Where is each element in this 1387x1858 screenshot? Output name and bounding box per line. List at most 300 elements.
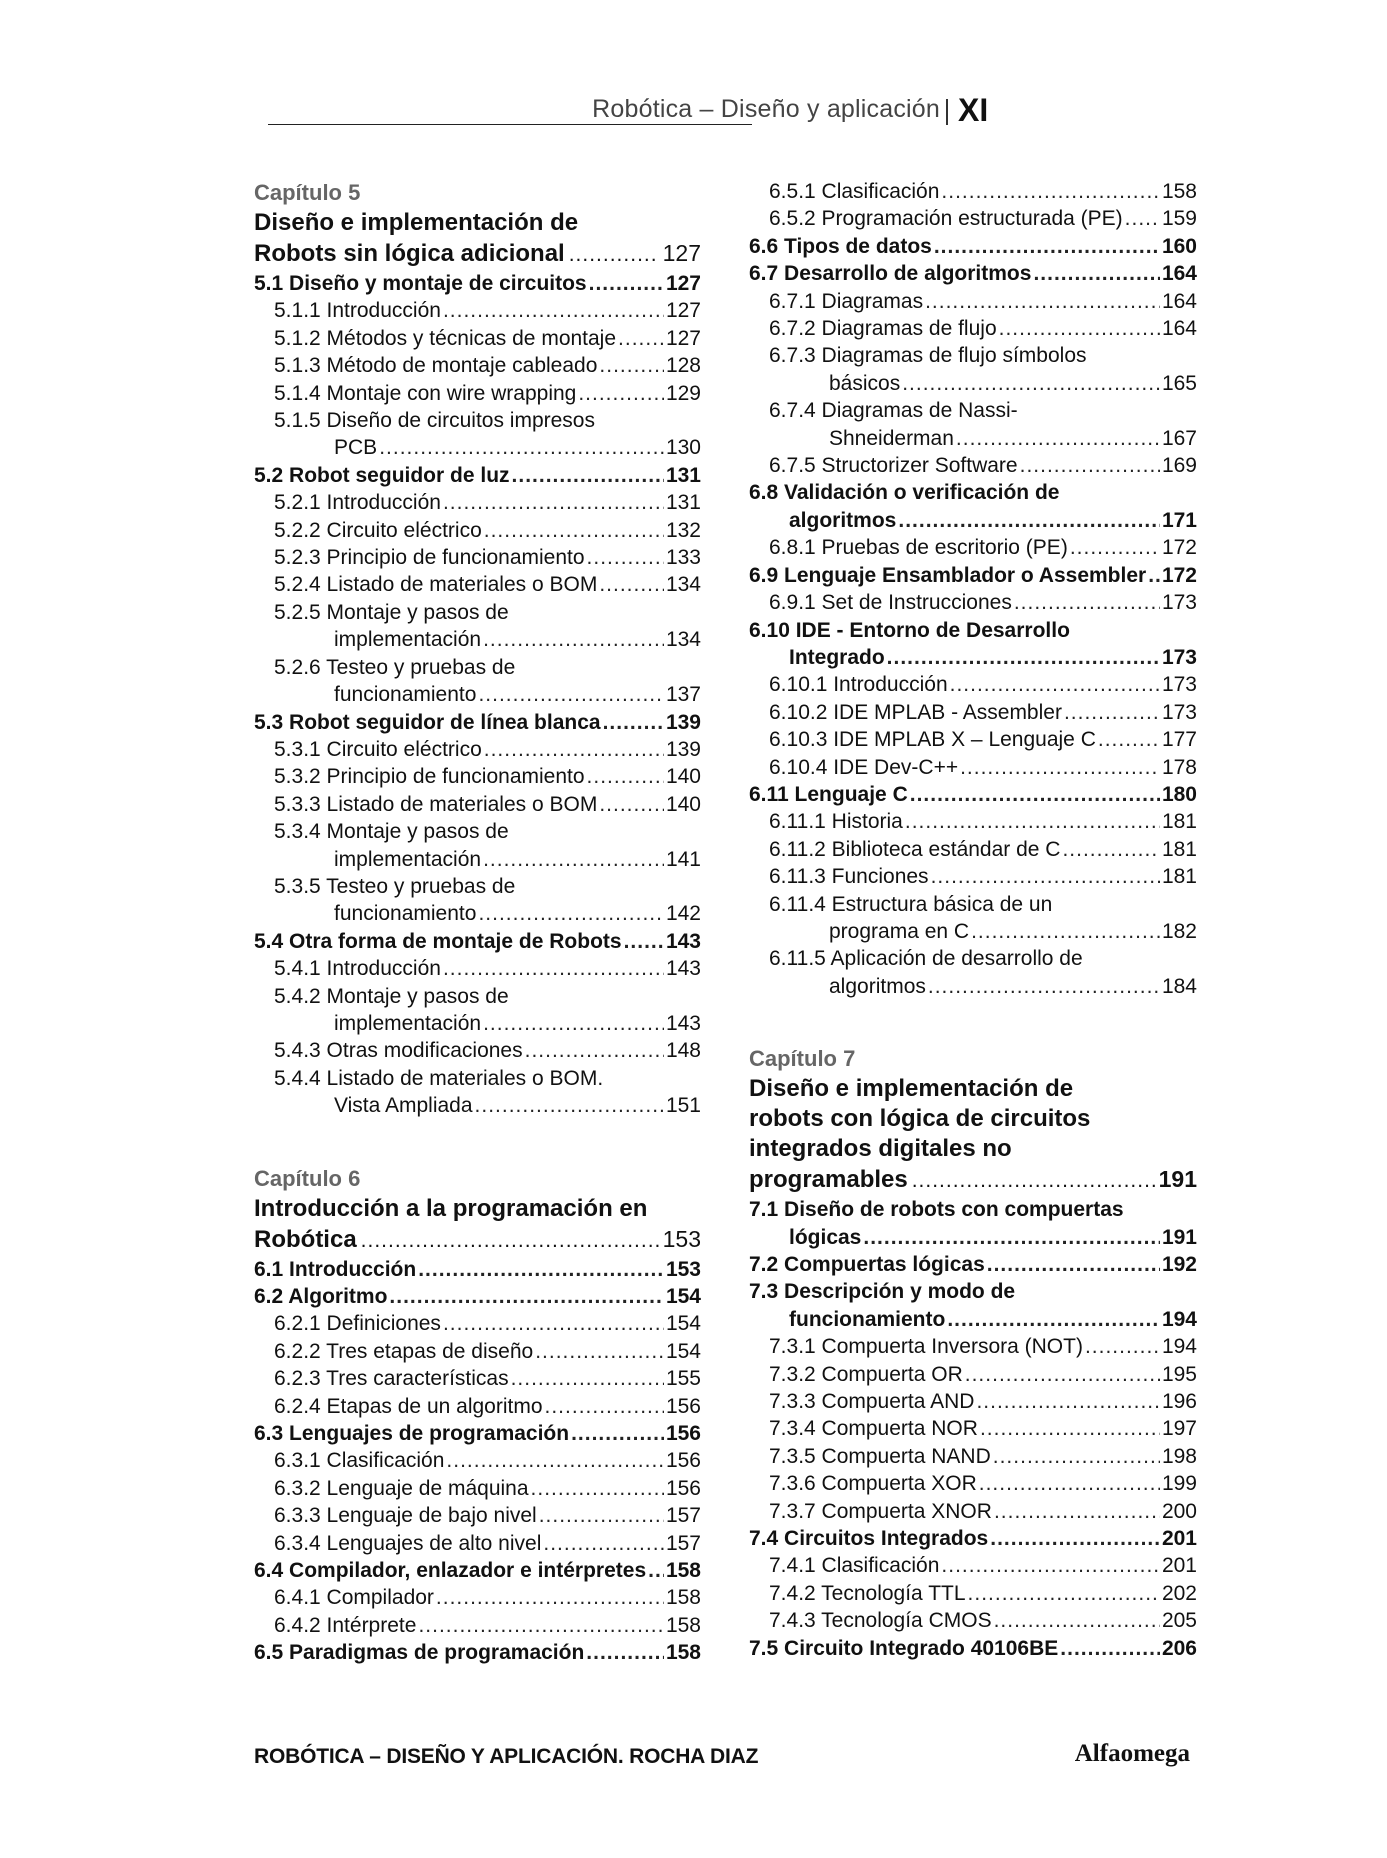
publisher-logo-text: Alfaomega [1074, 1740, 1190, 1767]
chapter-page: 127 [662, 240, 701, 266]
toc-entry[interactable] [749, 233, 1197, 260]
toc-entry-page: 164 [1161, 317, 1197, 341]
toc-entry[interactable] [749, 452, 1197, 479]
toc-entry-text: 6.3 Lenguajes de programación [254, 1422, 570, 1446]
toc-entry[interactable] [749, 918, 1197, 945]
toc-entry-page: 154 [665, 1339, 701, 1363]
toc-entry[interactable] [254, 1557, 701, 1584]
dot-leader [990, 1525, 1160, 1552]
toc-entry-page: 173 [1161, 673, 1197, 697]
toc-entry-text: 7.2 Compuertas lógicas [749, 1253, 985, 1276]
toc-entry[interactable] [254, 626, 701, 653]
toc-entry-text: 5.2.6 Testeo y pruebas de [274, 655, 516, 679]
toc-entry[interactable] [254, 1310, 701, 1337]
toc-entry-page: 206 [1161, 1636, 1197, 1660]
toc-entry-text: 6.10.2 IDE MPLAB - Assembler [769, 700, 1062, 724]
toc-entry-page: 139 [665, 737, 701, 761]
toc-entries-ch5 [254, 270, 701, 1120]
toc-entry[interactable] [254, 681, 701, 708]
toc-entry-page: 131 [665, 463, 701, 487]
toc-entry-text: 6.2.1 Definiciones [274, 1312, 441, 1336]
dot-leader [993, 1443, 1160, 1470]
toc-entry[interactable] [749, 1635, 1197, 1662]
toc-entry[interactable] [254, 1420, 701, 1447]
dot-leader [545, 1393, 664, 1420]
dot-leader [446, 1447, 664, 1474]
toc-entry-text: 5.2.1 Introducción [274, 491, 441, 515]
toc-entry[interactable] [749, 507, 1197, 534]
dot-leader [999, 315, 1160, 342]
toc-entry-text: 6.7.1 Diagramas [769, 289, 924, 313]
toc-entry-continuation: lógicas [789, 1225, 862, 1249]
toc-entry-page: 205 [1161, 1609, 1197, 1633]
toc-entry-text: 7.3.6 Compuerta XOR [769, 1472, 977, 1496]
dot-leader [483, 1010, 664, 1037]
toc-entry-text: 7.4.3 Tecnología CMOS [769, 1609, 992, 1633]
toc-entry-continuation: funcionamiento [789, 1307, 946, 1331]
toc-entry[interactable] [254, 270, 701, 297]
toc-entry[interactable] [254, 1092, 701, 1119]
toc-entry-text: 6.4 Compilador, enlazador e intérpretes [254, 1559, 647, 1583]
dot-leader [418, 1612, 664, 1639]
chapter-title-entry[interactable] [254, 1224, 701, 1256]
dot-leader [648, 1557, 664, 1584]
dot-leader [941, 1552, 1160, 1579]
toc-entry[interactable] [749, 1525, 1197, 1552]
dot-leader [980, 1415, 1160, 1442]
chapter-title-line: programables [749, 1166, 908, 1194]
chapter-page: 153 [662, 1225, 701, 1252]
toc-entry[interactable] [749, 534, 1197, 561]
dot-leader [994, 1498, 1160, 1525]
toc-entry-text: 7.4 Circuitos Integrados [749, 1527, 989, 1551]
toc-entry-continuation: implementación [334, 1011, 482, 1035]
dot-leader [931, 863, 1160, 890]
dot-leader [979, 1470, 1160, 1497]
dot-leader [603, 709, 664, 736]
dot-leader [905, 808, 1160, 835]
dot-leader [965, 1361, 1160, 1388]
dot-leader [599, 352, 664, 379]
dot-leader [1125, 205, 1160, 232]
toc-entry-page: 134 [665, 573, 701, 597]
toc-entry-text: 6.3.4 Lenguajes de alto nivel [274, 1531, 542, 1555]
toc-entries-ch6-cont [749, 178, 1197, 1000]
toc-entry-page: 197 [1161, 1417, 1197, 1441]
toc-entry-text: 6.2.2 Tres etapas de diseño [274, 1339, 534, 1363]
chapter-label: Capítulo 5 [254, 180, 361, 205]
toc-entry-text: 5.4.3 Otras modificaciones [274, 1039, 523, 1063]
toc-entry-page: 182 [1161, 919, 1197, 943]
toc-entry-page: 157 [665, 1531, 701, 1555]
toc-entry-page: 173 [1161, 645, 1197, 669]
toc-entry-page: 160 [1161, 234, 1197, 258]
dot-leader [902, 370, 1160, 397]
toc-entry-page: 154 [665, 1312, 701, 1336]
toc-entry-text: 6.2 Algoritmo [254, 1285, 388, 1308]
chapter-title-entry[interactable] [254, 238, 701, 270]
toc-entry-page: 128 [665, 354, 701, 378]
toc-entry[interactable] [254, 791, 701, 818]
toc-entry[interactable] [749, 671, 1197, 698]
toc-entry-page: 156 [665, 1449, 701, 1473]
toc-entry-page: 165 [1161, 371, 1197, 395]
toc-entry-page: 131 [665, 491, 701, 515]
toc-entry-text: 5.1.1 Introducción [274, 299, 441, 323]
page-number: XI [958, 92, 989, 128]
toc-entry-page: 137 [665, 683, 701, 707]
dot-leader [361, 1226, 659, 1256]
dot-leader [525, 1037, 664, 1064]
toc-entry-page: 143 [665, 957, 701, 981]
dot-leader [1070, 534, 1160, 561]
dot-leader [994, 1607, 1160, 1634]
toc-entry-continuation: Vista Ampliada [334, 1094, 473, 1118]
toc-entry-text: 6.5 Paradigmas de programación [254, 1641, 585, 1665]
toc-entry-text: 6.3.2 Lenguaje de máquina [274, 1476, 529, 1500]
toc-entry[interactable] [749, 1443, 1197, 1470]
running-header-title: Robótica – Diseño y aplicación [592, 95, 940, 123]
toc-entry-page: 194 [1161, 1307, 1197, 1331]
toc-entry[interactable] [749, 863, 1197, 890]
toc-entry[interactable] [254, 325, 701, 352]
toc-entry-text: 6.3.3 Lenguaje de bajo nivel [274, 1504, 537, 1528]
toc-entry-page: 199 [1161, 1472, 1197, 1496]
toc-entry[interactable] [254, 1475, 701, 1502]
toc-entry-text: 6.10.3 IDE MPLAB X – Lenguaje C [769, 728, 1096, 752]
dot-leader [443, 955, 664, 982]
toc-entry-text: 5.4.1 Introducción [274, 957, 441, 981]
toc-entry-page: 151 [665, 1094, 701, 1118]
toc-entry-page: 156 [665, 1422, 701, 1446]
toc-entry-page: 158 [665, 1586, 701, 1610]
toc-entry[interactable] [749, 370, 1197, 397]
toc-entry[interactable] [749, 699, 1197, 726]
dot-leader [539, 1502, 664, 1529]
dot-leader [599, 571, 664, 598]
toc-entry-text: 7.3.2 Compuerta OR [769, 1362, 963, 1386]
toc-entry-text: 5.3 Robot seguidor de línea blanca [254, 710, 601, 734]
dot-leader [418, 1256, 664, 1283]
chapter-title-line: Diseño e implementación de [749, 1075, 1074, 1103]
toc-entry-text: 6.3.1 Clasificación [274, 1449, 445, 1473]
chapter-title-line: Robótica [254, 1225, 357, 1253]
toc-entry-continuation: funcionamiento [334, 683, 477, 707]
dot-leader [968, 1580, 1160, 1607]
toc-entry-page: 130 [665, 436, 701, 460]
toc-entry-page: 139 [665, 710, 701, 734]
toc-entry-page: 164 [1161, 289, 1197, 313]
toc-entry-page: 180 [1161, 782, 1197, 806]
toc-entry[interactable] [749, 836, 1197, 863]
toc-entry[interactable] [749, 1306, 1197, 1333]
dot-leader [379, 434, 664, 461]
toc-entry[interactable] [254, 352, 701, 379]
dot-leader [587, 763, 664, 790]
toc-entry[interactable] [749, 1224, 1197, 1251]
dot-leader [1033, 260, 1160, 287]
toc-entry-text: 5.2.5 Montaje y pasos de [274, 600, 509, 624]
dot-leader [389, 1283, 664, 1310]
toc-entry-page: 148 [665, 1039, 701, 1063]
dot-leader [887, 644, 1160, 671]
toc-entry-text: 5.2.4 Listado de materiales o BOM [274, 573, 598, 597]
toc-entry-text: 7.4.1 Clasificación [769, 1554, 940, 1578]
dot-leader [543, 1530, 664, 1557]
toc-entry[interactable] [254, 709, 701, 736]
toc-entry-text: 6.2.4 Etapas de un algoritmo [274, 1394, 543, 1418]
dot-leader [976, 1388, 1160, 1415]
toc-entries-ch6 [254, 1256, 701, 1667]
toc-entry-page: 133 [665, 546, 701, 570]
toc-entry-page: 156 [665, 1394, 701, 1418]
toc-entry[interactable] [254, 1283, 701, 1310]
toc-entry-continuation: programa en C [829, 919, 970, 943]
chapter-title-line: Introducción a la programación en [254, 1194, 648, 1222]
toc-entry[interactable] [254, 1365, 701, 1392]
toc-entry[interactable] [254, 1502, 701, 1529]
toc-entry-text: 6.5.1 Clasificación [769, 180, 940, 203]
dot-leader [863, 1224, 1160, 1251]
toc-entry-text: 6.7 Desarrollo de algoritmos [749, 262, 1032, 286]
toc-entry[interactable] [749, 1361, 1197, 1388]
dot-leader [443, 489, 664, 516]
dot-leader [512, 462, 664, 489]
toc-entry[interactable] [254, 928, 701, 955]
dot-leader [578, 380, 664, 407]
toc-entry-page: 132 [665, 518, 701, 542]
toc-entry-page: 177 [1161, 728, 1197, 752]
dot-leader [443, 1310, 664, 1337]
toc-entry-continuation: algoritmos [829, 974, 926, 998]
toc-entry[interactable] [749, 315, 1197, 342]
toc-entry-text: 5.2 Robot seguidor de luz [254, 463, 510, 487]
toc-entry-text: 6.7.2 Diagramas de flujo [769, 317, 997, 341]
toc-entry-text: 6.10 IDE - Entorno de Desarrollo [749, 618, 1070, 642]
toc-entry[interactable] [254, 1037, 701, 1064]
toc-entry-page: 194 [1161, 1335, 1197, 1359]
toc-entry[interactable] [749, 425, 1197, 452]
toc-column-right [749, 178, 1197, 1662]
toc-entry-text: 6.11.3 Funciones [769, 865, 929, 889]
dot-leader [898, 507, 1160, 534]
toc-entry-page: 196 [1161, 1390, 1197, 1414]
toc-entry[interactable] [749, 288, 1197, 315]
toc-entry[interactable] [254, 763, 701, 790]
toc-entry[interactable] [254, 489, 701, 516]
toc-entry[interactable] [254, 380, 701, 407]
dot-leader [618, 325, 664, 352]
chapter-title-line: Robots sin lógica adicional [254, 240, 565, 267]
dot-leader [535, 1338, 664, 1365]
toc-entry[interactable] [749, 589, 1197, 616]
dot-leader [478, 681, 664, 708]
toc-entry[interactable] [254, 1338, 701, 1365]
toc-entry-text: 7.4.2 Tecnología TTL [769, 1581, 966, 1605]
dot-leader [1060, 1635, 1160, 1662]
toc-entry[interactable] [254, 1530, 701, 1557]
toc-entry[interactable] [749, 1388, 1197, 1415]
toc-entry[interactable] [254, 462, 701, 489]
toc-entry-page: 159 [1161, 207, 1197, 231]
toc-entry-page: 173 [1161, 591, 1197, 615]
toc-entry-page: 201 [1161, 1554, 1197, 1578]
chapter-page: 191 [1158, 1166, 1197, 1193]
toc-entry-continuation: algoritmos [789, 508, 897, 532]
toc-entry[interactable] [749, 726, 1197, 753]
toc-entry-text: 7.1 Diseño de robots con compuertas [749, 1198, 1124, 1222]
toc-entry[interactable] [749, 1470, 1197, 1497]
toc-entry-page: 201 [1161, 1527, 1197, 1551]
toc-entry-text: 6.7.3 Diagramas de flujo símbolos [769, 344, 1087, 368]
toc-entry-page: 143 [665, 929, 701, 953]
toc-entry-text: 6.11 Lenguaje C [749, 782, 908, 806]
toc-entry-text: 6.4.1 Compilador [274, 1586, 434, 1610]
dot-leader [571, 1420, 664, 1447]
toc-entry-page: 181 [1161, 810, 1197, 834]
toc-entry[interactable] [749, 1498, 1197, 1525]
dot-leader [941, 178, 1160, 205]
toc-entry[interactable] [749, 644, 1197, 671]
dot-leader [934, 233, 1160, 260]
toc-entry-page: 202 [1161, 1581, 1197, 1605]
toc-entry[interactable] [749, 808, 1197, 835]
chapter-title-line: robots con lógica de circuitos [749, 1105, 1091, 1133]
dot-leader [928, 973, 1160, 1000]
header-separator [946, 99, 948, 125]
toc-entry[interactable] [749, 1607, 1197, 1634]
toc-entry-page: 191 [1161, 1225, 1197, 1249]
toc-entry[interactable] [254, 571, 701, 598]
toc-entry[interactable] [254, 1612, 701, 1639]
toc-entry[interactable] [254, 1584, 701, 1611]
toc-entry-page: 134 [665, 628, 701, 652]
toc-entry-text: 5.3.4 Montaje y pasos de [274, 820, 509, 844]
chapter-label: Capítulo 7 [749, 1046, 856, 1072]
dot-leader [569, 240, 659, 270]
toc-entry[interactable] [254, 1393, 701, 1420]
toc-entry-text: 5.4.4 Listado de materiales o BOM. [274, 1066, 604, 1090]
toc-entry[interactable] [254, 517, 701, 544]
toc-entry[interactable] [254, 1447, 701, 1474]
toc-entry-text: 6.11.4 Estructura básica de un [769, 892, 1053, 916]
dot-leader [484, 736, 664, 763]
dot-leader [1085, 1333, 1160, 1360]
toc-entry-text: 6.11.2 Biblioteca estándar de C [769, 837, 1061, 861]
toc-entry-text: 6.11.5 Aplicación de desarrollo de [769, 947, 1083, 971]
toc-entry[interactable] [749, 1251, 1197, 1278]
dot-leader [586, 1639, 664, 1666]
toc-entry[interactable] [749, 1580, 1197, 1607]
toc-entry-page: 127 [665, 326, 701, 350]
toc-entry[interactable] [254, 1256, 701, 1283]
toc-entry-text: 7.3 Descripción y modo de [749, 1280, 1016, 1304]
toc-entry-page: 156 [665, 1476, 701, 1500]
toc-entry-page: 178 [1161, 755, 1197, 779]
toc-entry-text: 5.3.5 Testeo y pruebas de [274, 874, 516, 898]
toc-entry-page: 173 [1161, 700, 1197, 724]
dot-leader [475, 1092, 664, 1119]
toc-entry-page: 140 [665, 765, 701, 789]
toc-entry[interactable] [749, 205, 1197, 232]
toc-entry-page: 172 [1161, 563, 1197, 587]
toc-entry[interactable] [254, 1639, 701, 1666]
toc-entry[interactable] [749, 1333, 1197, 1360]
toc-entry-text: 5.1.2 Métodos y técnicas de montaje [274, 326, 617, 350]
toc-entry-text: 6.11.1 Historia [769, 810, 903, 834]
dot-leader [587, 544, 664, 571]
dot-leader [1020, 452, 1160, 479]
toc-entry-text: 7.3.4 Compuerta NOR [769, 1417, 978, 1441]
toc-entry-page: 164 [1161, 262, 1197, 286]
dot-leader [1064, 699, 1160, 726]
chapter-title-entry[interactable] [749, 1164, 1197, 1196]
toc-entry[interactable] [254, 1010, 701, 1037]
toc-entries-ch7 [749, 1196, 1197, 1662]
toc-entry[interactable] [749, 754, 1197, 781]
toc-entry-continuation: funcionamiento [334, 902, 477, 926]
toc-entry-text: 5.3.2 Principio de funcionamiento [274, 765, 585, 789]
toc-entry-text: 7.5 Circuito Integrado 40106BE [749, 1636, 1059, 1660]
toc-entry-text: 5.1.4 Montaje con wire wrapping [274, 381, 577, 405]
dot-leader [443, 297, 664, 324]
dot-leader [483, 626, 664, 653]
toc-entry[interactable] [254, 955, 701, 982]
toc-entry-text: 7.3.1 Compuerta Inversora (NOT) [769, 1335, 1083, 1359]
dot-leader [599, 791, 664, 818]
toc-entry-page: 172 [1161, 536, 1197, 560]
toc-entry[interactable] [254, 736, 701, 763]
toc-entry-text: 5.1.3 Método de montaje cableado [274, 354, 598, 378]
toc-entry-text: 6.4.2 Intérprete [274, 1613, 417, 1637]
toc-entry-page: 184 [1161, 974, 1197, 998]
dot-leader [912, 1166, 1155, 1196]
toc-entry-text: 5.2.3 Principio de funcionamiento [274, 546, 585, 570]
toc-entry-page: 127 [665, 299, 701, 323]
toc-entry[interactable] [254, 434, 701, 461]
toc-entry-text: 6.5.2 Programación estructurada (PE) [769, 207, 1123, 231]
toc-entry-page: 142 [665, 902, 701, 926]
toc-entry[interactable] [749, 260, 1197, 287]
dot-leader [624, 928, 664, 955]
toc-entry[interactable] [749, 562, 1197, 589]
toc-entry-page: 198 [1161, 1444, 1197, 1468]
toc-entry-page: 143 [665, 1011, 701, 1035]
toc-entry-page: 167 [1161, 426, 1197, 450]
toc-entry[interactable] [254, 846, 701, 873]
toc-entry-page: 129 [665, 381, 701, 405]
toc-entry-continuation: implementación [334, 628, 482, 652]
toc-entry[interactable] [749, 1552, 1197, 1579]
toc-entry-continuation: Integrado [789, 645, 885, 669]
toc-entry-page: 158 [665, 1559, 701, 1583]
dot-leader [531, 1475, 664, 1502]
toc-entry[interactable] [749, 973, 1197, 1000]
toc-entry[interactable] [749, 1415, 1197, 1442]
toc-entry[interactable] [254, 544, 701, 571]
toc-entry-text: 6.9.1 Set de Instrucciones [769, 591, 1012, 615]
toc-entry[interactable] [749, 178, 1197, 205]
toc-entry-continuation: PCB [334, 436, 378, 460]
toc-entry[interactable] [749, 781, 1197, 808]
toc-entry[interactable] [254, 900, 701, 927]
toc-entry-page: 155 [665, 1367, 701, 1391]
toc-entry-text: 5.1 Diseño y montaje de circuitos [254, 272, 587, 295]
toc-entry-text: 7.3.5 Compuerta NAND [769, 1444, 991, 1468]
toc-entry-page: 140 [665, 792, 701, 816]
toc-entry-text: 6.8.1 Pruebas de escritorio (PE) [769, 536, 1068, 560]
toc-entry[interactable] [254, 297, 701, 324]
